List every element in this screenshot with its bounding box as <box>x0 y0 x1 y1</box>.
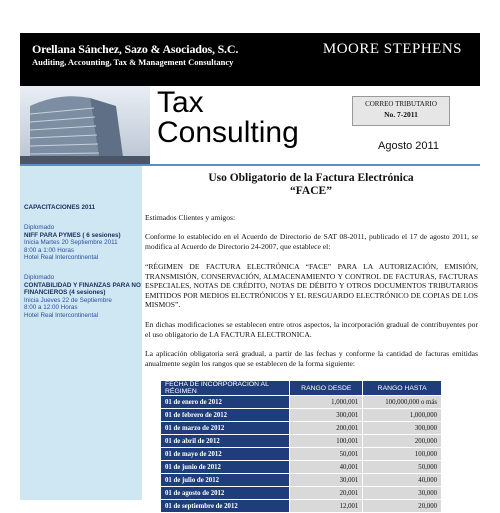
row-date-cell: 01 de septiembre de 2012 <box>161 500 290 513</box>
course-label: Diplomado <box>24 274 55 281</box>
partner-logo-text: MOORE STEPHENS <box>322 41 462 57</box>
row-from-cell: 30,001 <box>290 474 363 487</box>
firm-header <box>20 33 480 86</box>
sidebar-course <box>24 224 142 262</box>
row-date-cell: 01 de enero de 2012 <box>161 396 290 409</box>
row-to-cell: 200,000 <box>363 435 442 448</box>
paragraph-intro: Conforme lo establecido en el Acuerdo de Directorio de SAT 08-2011, publicado el 17 de agosto 2011, se modifica al Acuerdo de Directorio 24-2007, que establece el: <box>145 232 478 251</box>
column-header-from: RANGO DESDE <box>290 381 363 396</box>
table-row <box>161 422 442 435</box>
bulletin-box <box>352 96 450 126</box>
column-header-to: RANGO HASTA <box>363 381 442 396</box>
row-from-cell: 50,001 <box>290 448 363 461</box>
table-row <box>161 500 442 513</box>
course-venue: Hotel Real Intercontinental <box>24 311 99 319</box>
firm-name: Orellana Sánchez, Sazo & Asociados, S.C. <box>32 42 239 56</box>
table-row <box>161 487 442 500</box>
course-title: NIFF PARA PYMES ( 6 sesiones) <box>24 231 121 239</box>
row-date-cell: 01 de agosto de 2012 <box>161 487 290 500</box>
row-to-cell: 1,000,000 <box>363 409 442 422</box>
masthead-title-tax: Tax <box>157 86 204 119</box>
sidebar <box>20 166 142 500</box>
row-to-cell: 20,000 <box>363 500 442 513</box>
paragraph-application: La aplicación obligatoria será gradual, a partir de las fechas y conforme la cantidad de facturas emitidas anualmente según los rangos que se establecen de la forma siguiente: <box>145 349 478 368</box>
row-from-cell: 100,001 <box>290 435 363 448</box>
table-row <box>161 435 442 448</box>
building-graphic <box>20 86 150 164</box>
paragraph-modifications: En dichas modificaciones se establecen entre otros aspectos, la incorporación gradual de contribuyentes por el uso obligatorio de LA FACTURA ELECTRONICA. <box>145 320 478 339</box>
masthead-title-consulting: Consulting <box>157 116 299 149</box>
table-row <box>161 409 442 422</box>
table-row <box>161 396 442 409</box>
table-row <box>161 461 442 474</box>
incorporation-table <box>160 380 442 513</box>
article-title: Uso Obligatorio de la Factura Electrónica <box>208 172 414 184</box>
row-from-cell: 200,001 <box>290 422 363 435</box>
course-label: Diplomado <box>24 224 55 231</box>
row-date-cell: 01 de julio de 2012 <box>161 474 290 487</box>
row-from-cell: 40,001 <box>290 461 363 474</box>
course-hours: 8:00 a 1:00 Horas <box>24 246 75 254</box>
row-to-cell: 100,000,000 o más <box>363 396 442 409</box>
row-date-cell: 01 de abril de 2012 <box>161 435 290 448</box>
row-from-cell: 20,001 <box>290 487 363 500</box>
row-to-cell: 30,000 <box>363 487 442 500</box>
sidebar-heading: CAPACITACIONES 2011 <box>24 204 96 211</box>
row-to-cell: 50,000 <box>363 461 442 474</box>
row-date-cell: 01 de febrero de 2012 <box>161 409 290 422</box>
course-start: Inicia Jueves 22 de Septiembre <box>24 296 112 304</box>
row-from-cell: 12,001 <box>290 500 363 513</box>
firm-subtitle: Auditing, Accounting, Tax & Management Consultancy <box>32 57 234 67</box>
course-hours: 8:00 a 12:00 Horas <box>24 304 78 312</box>
issue-date: Agosto 2011 <box>378 140 439 152</box>
paragraph-regime: “RÉGIMEN DE FACTURA ELECTRÓNICA “FACE” PARA LA AUTORIZACIÓN, EMISIÓN, TRANSMISIÓN, CONSERVACIÓN, ALMACENAMIENTO Y CONTROL DE FACTURAS, FACTURAS ESPECIALES, NOTAS DE CRÉDITO, NOTAS DE DÉBITO Y OTROS DOCUMENTOS TRIBUTARIOS EMITIDOS POR MEDIOS ELECTRÓNICOS Y EL RESGUARDO ELECTRÓNICO DE COPIAS DE LOS MISMOS”. <box>145 262 478 310</box>
building-image <box>20 86 150 164</box>
row-to-cell: 100,000 <box>363 448 442 461</box>
table-header-row <box>161 381 442 396</box>
row-to-cell: 300,000 <box>363 422 442 435</box>
greeting: Estimados Clientes y amigos: <box>145 213 236 222</box>
column-header-date: FECHA DE INCORPORACIÓN AL RÉGIMEN <box>161 381 290 396</box>
bulletin-number: No. 7-2011 <box>384 110 418 119</box>
row-from-cell: 1,000,001 <box>290 396 363 409</box>
row-to-cell: 40,000 <box>363 474 442 487</box>
table-row <box>161 474 442 487</box>
course-title: CONTABILIDAD Y FINANZAS PARA NO FINANCIEROS (4 sesiones) <box>24 281 141 297</box>
article-subtitle: “FACE” <box>290 185 332 197</box>
course-venue: Hotel Real Intercontinental <box>24 254 99 262</box>
sidebar-course <box>24 274 142 320</box>
row-date-cell: 01 de junio de 2012 <box>161 461 290 474</box>
bulletin-label: CORREO TRIBUTARIO <box>365 100 437 108</box>
row-date-cell: 01 de marzo de 2012 <box>161 422 290 435</box>
course-start: Inicia Martes 20 Septiembre 2011 <box>24 239 118 247</box>
table-row <box>161 448 442 461</box>
row-from-cell: 300,001 <box>290 409 363 422</box>
row-date-cell: 01 de mayo de 2012 <box>161 448 290 461</box>
